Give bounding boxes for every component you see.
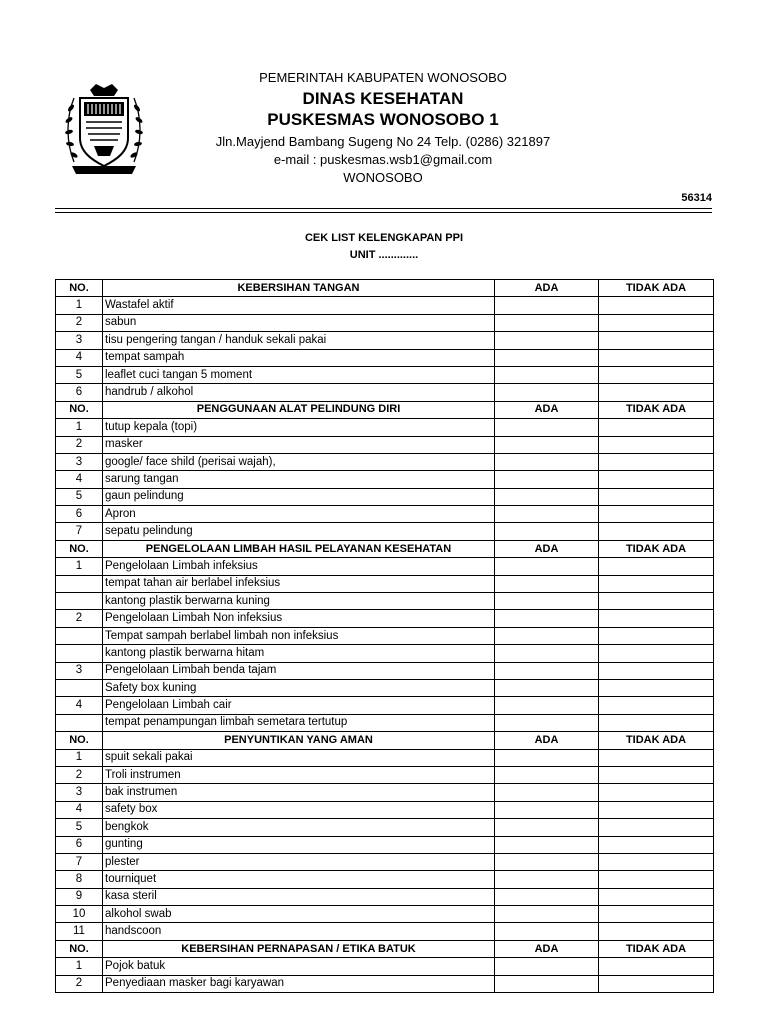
- tidak-ada-checkbox-cell[interactable]: [599, 314, 714, 331]
- ada-checkbox-cell[interactable]: [495, 766, 599, 783]
- checklist-row: [56, 819, 714, 836]
- tidak-ada-checkbox-cell[interactable]: [599, 471, 714, 488]
- ada-checkbox-cell[interactable]: [495, 853, 599, 870]
- row-number: 2: [56, 610, 103, 627]
- tidak-ada-checkbox-cell[interactable]: [599, 384, 714, 401]
- row-item: Safety box kuning: [103, 679, 495, 696]
- row-number: 3: [56, 784, 103, 801]
- row-number: 3: [56, 332, 103, 349]
- section-header-row: [56, 401, 714, 418]
- tidak-ada-checkbox-cell[interactable]: [599, 871, 714, 888]
- row-number: 7: [56, 853, 103, 870]
- row-item: tempat tahan air berlabel infeksius: [103, 575, 495, 592]
- ada-checkbox-cell[interactable]: [495, 366, 599, 383]
- checklist-row: [56, 488, 714, 505]
- ada-checkbox-cell[interactable]: [495, 749, 599, 766]
- checklist-row: [56, 366, 714, 383]
- row-number: 1: [56, 419, 103, 436]
- tidak-ada-checkbox-cell[interactable]: [599, 332, 714, 349]
- tidak-ada-checkbox-cell[interactable]: [599, 645, 714, 662]
- ada-checkbox-cell[interactable]: [495, 471, 599, 488]
- row-number: 4: [56, 471, 103, 488]
- ada-checkbox-cell[interactable]: [495, 419, 599, 436]
- checklist-row: [56, 679, 714, 696]
- checklist-row: [56, 332, 714, 349]
- row-item: tourniquet: [103, 871, 495, 888]
- row-number: 11: [56, 923, 103, 940]
- row-item: leaflet cuci tangan 5 moment: [103, 366, 495, 383]
- tidak-ada-checkbox-cell[interactable]: [599, 975, 714, 992]
- column-header-no: NO.: [56, 401, 103, 418]
- ada-checkbox-cell[interactable]: [495, 332, 599, 349]
- ada-checkbox-cell[interactable]: [495, 645, 599, 662]
- checklist-row: [56, 436, 714, 453]
- checklist-body: [56, 280, 714, 993]
- row-number: 7: [56, 523, 103, 540]
- section-title: PENGELOLAAN LIMBAH HASIL PELAYANAN KESEHATAN: [103, 540, 495, 557]
- section-title: KEBERSIHAN PERNAPASAN / ETIKA BATUK: [103, 940, 495, 957]
- row-item: Pengelolaan Limbah benda tajam: [103, 662, 495, 679]
- checklist-row: [56, 975, 714, 992]
- ada-checkbox-cell[interactable]: [495, 888, 599, 905]
- row-item: tempat sampah: [103, 349, 495, 366]
- row-item: plester: [103, 853, 495, 870]
- ada-checkbox-cell[interactable]: [495, 627, 599, 644]
- checklist-row: [56, 314, 714, 331]
- checklist-row: [56, 836, 714, 853]
- tidak-ada-checkbox-cell[interactable]: [599, 679, 714, 696]
- column-header-no: NO.: [56, 732, 103, 749]
- postal-code: 56314: [681, 192, 712, 204]
- tidak-ada-checkbox-cell[interactable]: [599, 888, 714, 905]
- column-header-ada: ADA: [495, 540, 599, 557]
- row-number: 2: [56, 314, 103, 331]
- row-item: tempat penampungan limbah semetara tertutup: [103, 714, 495, 731]
- checklist-row: [56, 766, 714, 783]
- tidak-ada-checkbox-cell[interactable]: [599, 488, 714, 505]
- ada-checkbox-cell[interactable]: [495, 819, 599, 836]
- column-header-no: NO.: [56, 280, 103, 297]
- ada-checkbox-cell[interactable]: [495, 662, 599, 679]
- row-number: 1: [56, 558, 103, 575]
- checklist-row: [56, 575, 714, 592]
- ada-checkbox-cell[interactable]: [495, 349, 599, 366]
- letterhead: [150, 70, 616, 187]
- row-number: 1: [56, 749, 103, 766]
- column-header-ada: ADA: [495, 280, 599, 297]
- section-title: PENGGUNAAN ALAT PELINDUNG DIRI: [103, 401, 495, 418]
- row-item: Pengelolaan Limbah infeksius: [103, 558, 495, 575]
- ada-checkbox-cell[interactable]: [495, 575, 599, 592]
- tidak-ada-checkbox-cell[interactable]: [599, 506, 714, 523]
- column-header-tidak-ada: TIDAK ADA: [599, 940, 714, 957]
- row-item: bak instrumen: [103, 784, 495, 801]
- document-unit-line: UNIT .............: [349, 249, 419, 261]
- ada-checkbox-cell[interactable]: [495, 871, 599, 888]
- row-item: Pengelolaan Limbah Non infeksius: [103, 610, 495, 627]
- column-header-tidak-ada: TIDAK ADA: [599, 732, 714, 749]
- ada-checkbox-cell[interactable]: [495, 714, 599, 731]
- row-number: 1: [56, 297, 103, 314]
- tidak-ada-checkbox-cell[interactable]: [599, 819, 714, 836]
- row-item: tisu pengering tangan / handuk sekali pakai: [103, 332, 495, 349]
- tidak-ada-checkbox-cell[interactable]: [599, 906, 714, 923]
- checklist-row: [56, 349, 714, 366]
- tidak-ada-checkbox-cell[interactable]: [599, 714, 714, 731]
- row-number: 4: [56, 349, 103, 366]
- unit-name: PUSKESMAS WONOSOBO 1: [267, 110, 499, 129]
- checklist-row: [56, 888, 714, 905]
- row-item: Tempat sampah berlabel limbah non infeksius: [103, 627, 495, 644]
- ada-checkbox-cell[interactable]: [495, 593, 599, 610]
- ada-checkbox-cell[interactable]: [495, 697, 599, 714]
- checklist-row: [56, 923, 714, 940]
- row-item: sarung tangan: [103, 471, 495, 488]
- checklist-row: [56, 801, 714, 818]
- column-header-ada: ADA: [495, 401, 599, 418]
- tidak-ada-checkbox-cell[interactable]: [599, 749, 714, 766]
- ada-checkbox-cell[interactable]: [495, 488, 599, 505]
- row-number: [56, 593, 103, 610]
- ada-checkbox-cell[interactable]: [495, 384, 599, 401]
- document-title: CEK LIST KELENGKAPAN PPI: [304, 232, 464, 244]
- tidak-ada-checkbox-cell[interactable]: [599, 453, 714, 470]
- checklist-row: [56, 697, 714, 714]
- row-item: tutup kepala (topi): [103, 419, 495, 436]
- ada-checkbox-cell[interactable]: [495, 801, 599, 818]
- row-number: 3: [56, 453, 103, 470]
- email-line: e-mail : puskesmas.wsb1@gmail.com: [273, 152, 493, 167]
- row-number: 2: [56, 436, 103, 453]
- section-header-row: [56, 280, 714, 297]
- row-number: 9: [56, 888, 103, 905]
- row-item: safety box: [103, 801, 495, 818]
- checklist-row: [56, 871, 714, 888]
- column-header-ada: ADA: [495, 940, 599, 957]
- checklist-row: [56, 453, 714, 470]
- row-number: 8: [56, 871, 103, 888]
- row-item: kasa steril: [103, 888, 495, 905]
- ada-checkbox-cell[interactable]: [495, 436, 599, 453]
- ada-checkbox-cell[interactable]: [495, 784, 599, 801]
- row-item: sepatu pelindung: [103, 523, 495, 540]
- ada-checkbox-cell[interactable]: [495, 558, 599, 575]
- row-number: 3: [56, 662, 103, 679]
- tidak-ada-checkbox-cell[interactable]: [599, 697, 714, 714]
- tidak-ada-checkbox-cell[interactable]: [599, 575, 714, 592]
- row-item: masker: [103, 436, 495, 453]
- row-number: 6: [56, 506, 103, 523]
- document-heading: [0, 230, 768, 264]
- row-item: Apron: [103, 506, 495, 523]
- row-number: 6: [56, 384, 103, 401]
- checklist-row: [56, 506, 714, 523]
- ada-checkbox-cell[interactable]: [495, 610, 599, 627]
- checklist-row: [56, 558, 714, 575]
- checklist-row: [56, 523, 714, 540]
- tidak-ada-checkbox-cell[interactable]: [599, 766, 714, 783]
- checklist-row: [56, 749, 714, 766]
- row-item: gaun pelindung: [103, 488, 495, 505]
- tidak-ada-checkbox-cell[interactable]: [599, 593, 714, 610]
- department-name: DINAS KESEHATAN: [302, 89, 464, 108]
- ada-checkbox-cell[interactable]: [495, 523, 599, 540]
- ada-checkbox-cell[interactable]: [495, 975, 599, 992]
- column-header-ada: ADA: [495, 732, 599, 749]
- tidak-ada-checkbox-cell[interactable]: [599, 436, 714, 453]
- tidak-ada-checkbox-cell[interactable]: [599, 784, 714, 801]
- row-number: [56, 645, 103, 662]
- row-number: 5: [56, 819, 103, 836]
- letterhead-divider-top: [55, 208, 712, 209]
- address-line: Jln.Mayjend Bambang Sugeng No 24 Telp. (0286) 321897: [215, 134, 551, 149]
- tidak-ada-checkbox-cell[interactable]: [599, 610, 714, 627]
- row-item: kantong plastik berwarna hitam: [103, 645, 495, 662]
- row-item: Troli instrumen: [103, 766, 495, 783]
- row-item: Pengelolaan Limbah cair: [103, 697, 495, 714]
- checklist-row: [56, 610, 714, 627]
- column-header-no: NO.: [56, 540, 103, 557]
- checklist-row: [56, 627, 714, 644]
- row-number: 6: [56, 836, 103, 853]
- tidak-ada-checkbox-cell[interactable]: [599, 627, 714, 644]
- row-item: Wastafel aktif: [103, 297, 495, 314]
- ada-checkbox-cell[interactable]: [495, 958, 599, 975]
- tidak-ada-checkbox-cell[interactable]: [599, 366, 714, 383]
- ada-checkbox-cell[interactable]: [495, 923, 599, 940]
- checklist-row: [56, 906, 714, 923]
- ada-checkbox-cell[interactable]: [495, 506, 599, 523]
- tidak-ada-checkbox-cell[interactable]: [599, 836, 714, 853]
- tidak-ada-checkbox-cell[interactable]: [599, 853, 714, 870]
- section-header-row: [56, 540, 714, 557]
- section-title: PENYUNTIKAN YANG AMAN: [103, 732, 495, 749]
- tidak-ada-checkbox-cell[interactable]: [599, 349, 714, 366]
- row-item: Pojok batuk: [103, 958, 495, 975]
- ppi-checklist-table: [55, 279, 714, 993]
- tidak-ada-checkbox-cell[interactable]: [599, 523, 714, 540]
- row-item: kantong plastik berwarna kuning: [103, 593, 495, 610]
- tidak-ada-checkbox-cell[interactable]: [599, 297, 714, 314]
- ada-checkbox-cell[interactable]: [495, 836, 599, 853]
- regency-emblem-logo: [64, 82, 144, 178]
- row-item: Penyediaan masker bagi karyawan: [103, 975, 495, 992]
- row-item: bengkok: [103, 819, 495, 836]
- ada-checkbox-cell[interactable]: [495, 679, 599, 696]
- row-item: handrub / alkohol: [103, 384, 495, 401]
- section-title: KEBERSIHAN TANGAN: [103, 280, 495, 297]
- row-number: 10: [56, 906, 103, 923]
- tidak-ada-checkbox-cell[interactable]: [599, 419, 714, 436]
- section-header-row: [56, 940, 714, 957]
- row-number: 4: [56, 697, 103, 714]
- column-header-no: NO.: [56, 940, 103, 957]
- checklist-row: [56, 645, 714, 662]
- tidak-ada-checkbox-cell[interactable]: [599, 958, 714, 975]
- row-item: google/ face shild (perisai wajah),: [103, 453, 495, 470]
- column-header-tidak-ada: TIDAK ADA: [599, 540, 714, 557]
- checklist-row: [56, 784, 714, 801]
- row-item: gunting: [103, 836, 495, 853]
- ada-checkbox-cell[interactable]: [495, 314, 599, 331]
- row-item: sabun: [103, 314, 495, 331]
- column-header-tidak-ada: TIDAK ADA: [599, 280, 714, 297]
- checklist-row: [56, 853, 714, 870]
- row-number: 4: [56, 801, 103, 818]
- ada-checkbox-cell[interactable]: [495, 906, 599, 923]
- row-number: [56, 714, 103, 731]
- checklist-row: [56, 662, 714, 679]
- tidak-ada-checkbox-cell[interactable]: [599, 662, 714, 679]
- row-item: alkohol swab: [103, 906, 495, 923]
- checklist-row: [56, 471, 714, 488]
- row-item: handscoon: [103, 923, 495, 940]
- row-number: [56, 627, 103, 644]
- row-number: [56, 679, 103, 696]
- checklist-row: [56, 958, 714, 975]
- tidak-ada-checkbox-cell[interactable]: [599, 801, 714, 818]
- row-number: [56, 575, 103, 592]
- row-number: 2: [56, 975, 103, 992]
- section-header-row: [56, 732, 714, 749]
- row-item: spuit sekali pakai: [103, 749, 495, 766]
- ada-checkbox-cell[interactable]: [495, 297, 599, 314]
- row-number: 2: [56, 766, 103, 783]
- ada-checkbox-cell[interactable]: [495, 453, 599, 470]
- checklist-row: [56, 297, 714, 314]
- checklist-row: [56, 384, 714, 401]
- letterhead-divider-bottom: [55, 212, 712, 213]
- government-name: PEMERINTAH KABUPATEN WONOSOBO: [259, 70, 507, 85]
- checklist-row: [56, 714, 714, 731]
- tidak-ada-checkbox-cell[interactable]: [599, 923, 714, 940]
- row-number: 1: [56, 958, 103, 975]
- row-number: 5: [56, 366, 103, 383]
- checklist-row: [56, 593, 714, 610]
- tidak-ada-checkbox-cell[interactable]: [599, 558, 714, 575]
- column-header-tidak-ada: TIDAK ADA: [599, 401, 714, 418]
- city-line: WONOSOBO: [343, 170, 423, 185]
- row-number: 5: [56, 488, 103, 505]
- checklist-row: [56, 419, 714, 436]
